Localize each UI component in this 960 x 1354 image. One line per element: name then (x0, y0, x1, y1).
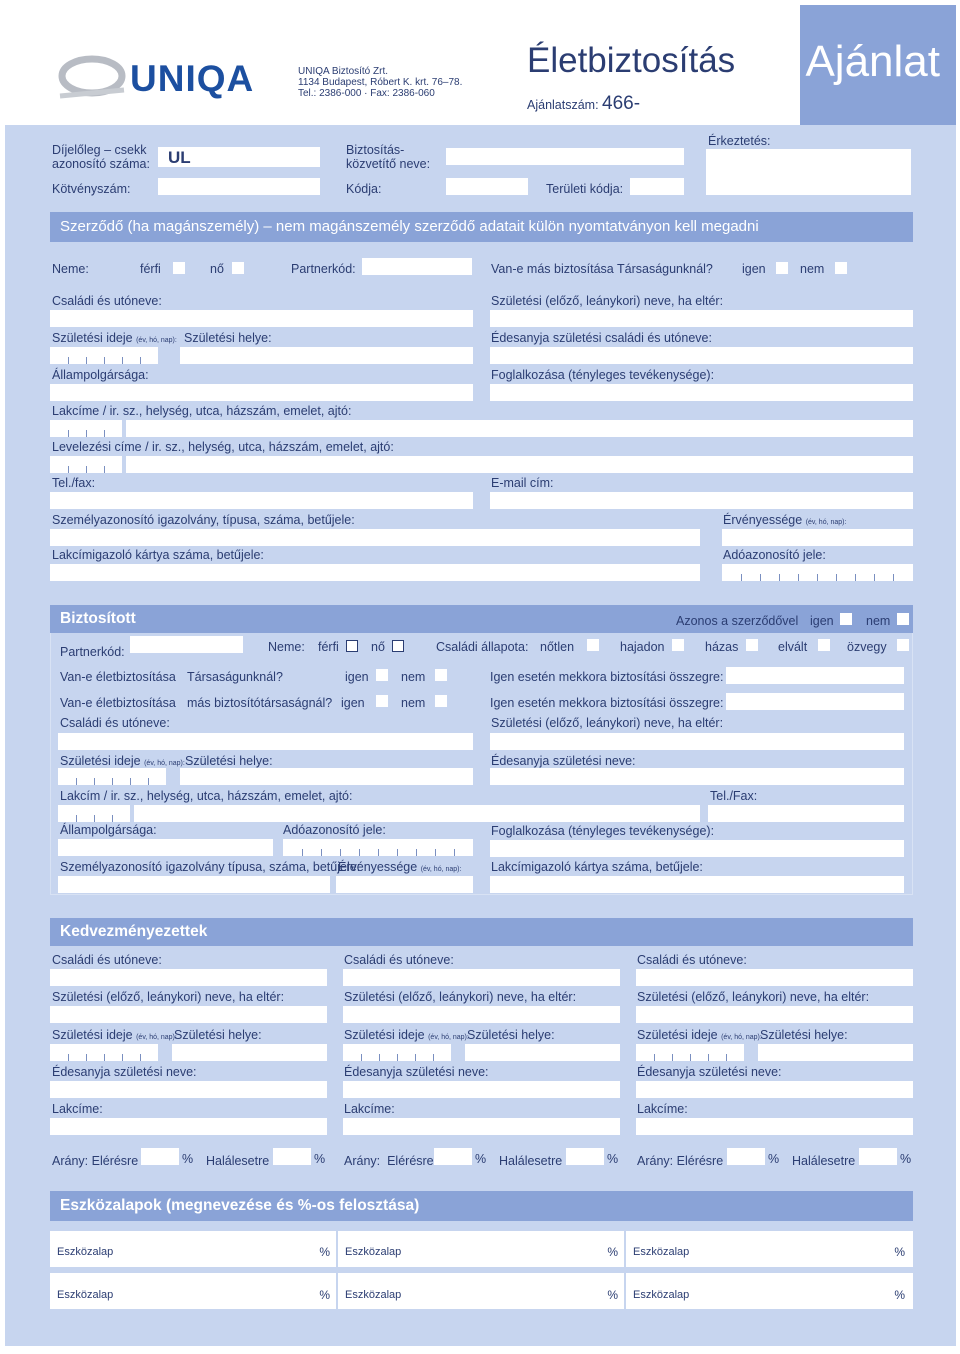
fund-name-label: Eszközalap (345, 1289, 402, 1301)
insured-address-label: Lakcím / ir. sz., helység, utca, házszám, emelet, ajtó: (60, 789, 353, 803)
female-checkbox[interactable] (232, 262, 244, 274)
ben1-address-label: Lakcíme: (52, 1102, 103, 1116)
insured-partner-field[interactable] (130, 636, 243, 653)
ben3-birth-date-label: Születési ideje (év, hó, nap): (637, 1028, 762, 1042)
offer-number: 466- (602, 93, 641, 114)
life-other-label: Van-e életbiztosítása (60, 696, 176, 710)
life-here-label: Van-e életbiztosítása (60, 670, 176, 684)
life-other-yes-checkbox[interactable] (376, 695, 388, 707)
insured-citizenship-field[interactable] (58, 839, 273, 856)
mother-name-field[interactable] (490, 347, 913, 364)
insured-female-label: nő (371, 640, 385, 654)
ben2-birth-place-label: Születési helye: (467, 1028, 555, 1042)
ben2-survival-percent: % (475, 1152, 487, 1166)
life-other-no-label: nem (401, 696, 426, 710)
birth-date-label: Születési ideje (év, hó, nap): (52, 331, 177, 345)
ben2-birth-date-label: Születési ideje (év, hó, nap): (344, 1028, 469, 1042)
name-label: Családi és utóneve: (52, 294, 162, 308)
birth-date-field[interactable] (50, 347, 158, 364)
offer-badge-text: Ajánlat (805, 37, 940, 86)
name-field[interactable] (50, 310, 473, 327)
insured-address-card-field[interactable] (490, 876, 904, 893)
fund-cell[interactable] (50, 1231, 336, 1267)
life-here-no-checkbox[interactable] (435, 669, 447, 681)
widowed-label: özvegy (847, 640, 887, 654)
premium-label: Díjelőleg – csekk (52, 143, 147, 157)
ben3-death-field[interactable] (859, 1148, 897, 1165)
beneficiaries-band: Kedvezményezettek (50, 918, 913, 946)
contractor-band: Szerződő (ha magánszemély) – nem magánszemély szerződő adatait külön nyomtatványon kell megadni (50, 212, 913, 242)
life-other-label-2: más biztosítótársaságnál? (187, 696, 333, 710)
company-address: 1134 Budapest, Róbert K. krt. 76–78. (298, 77, 463, 88)
insured-validity-label: Érvényessége (év, hó, nap): (338, 860, 462, 874)
brand-name: UNIQA (130, 58, 255, 99)
ben2-name-field[interactable] (343, 969, 620, 986)
divorced-label: elvált (778, 640, 808, 654)
logo (52, 52, 267, 104)
fund-name-label: Eszközalap (57, 1289, 114, 1301)
ben3-name-label: Családi és utóneve: (637, 953, 747, 967)
insured-tax-id-field[interactable] (283, 839, 473, 856)
ben3-survival-percent: % (768, 1152, 780, 1166)
fund-percent-label: % (607, 1245, 618, 1259)
ben1-birth-date-field[interactable] (50, 1044, 158, 1061)
validity-label: Érvényessége (év, hó, nap): (723, 513, 847, 527)
same-yes-label: igen (810, 614, 834, 628)
ben2-death-percent: % (607, 1152, 619, 1166)
insured-male-label: férfi (318, 640, 339, 654)
email-label: E-mail cím: (491, 476, 554, 490)
company-phone: Tel.: 2386-000 · Fax: 2386-060 (298, 88, 435, 99)
ben2-birth-date-field[interactable] (343, 1044, 451, 1061)
policy-label: Kötvényszám: (52, 182, 131, 196)
offer-label: Ajánlatszám: (527, 98, 599, 112)
ben2-birth-place-field[interactable] (465, 1044, 620, 1061)
insured-partner-label: Partnerkód: (60, 645, 125, 659)
email-field[interactable] (490, 492, 913, 509)
premium-id-field[interactable] (158, 147, 320, 167)
ben1-survival-field[interactable] (141, 1148, 179, 1165)
agent-name-field[interactable] (446, 148, 684, 165)
insured-id-card-field[interactable] (58, 876, 330, 893)
insured-occupation-field[interactable] (490, 840, 904, 857)
male-checkbox[interactable] (173, 262, 185, 274)
region-label: Területi kódja: (546, 182, 624, 196)
insured-female-checkbox[interactable] (392, 640, 404, 652)
fund-percent-label: % (894, 1288, 905, 1302)
life-other-sum-label: Igen esetén mekkora biztosítási összegre: (490, 696, 724, 710)
ben2-address-label: Lakcíme: (344, 1102, 395, 1116)
ben2-survival-field[interactable] (434, 1148, 472, 1165)
offer-badge (800, 5, 956, 125)
fund-percent-label: % (319, 1288, 330, 1302)
ben3-birth-name-label: Születési (előző, leánykori) neve, ha eltér: (637, 990, 870, 1004)
life-here-label-2: Társaságunknál? (187, 670, 283, 684)
address-card-field[interactable] (50, 564, 700, 581)
fund-percent-label: % (319, 1245, 330, 1259)
ben1-birth-place-field[interactable] (172, 1044, 327, 1061)
ben2-death-field[interactable] (566, 1148, 604, 1165)
ben2-mother-field[interactable] (343, 1081, 620, 1098)
tax-id-label: Adóazonosító jele: (723, 548, 826, 562)
ben1-birth-name-label: Születési (előző, leánykori) neve, ha eltér: (52, 990, 285, 1004)
citizenship-field[interactable] (50, 384, 473, 401)
same-no-label: nem (866, 614, 891, 628)
life-other-sum-field[interactable] (726, 693, 904, 710)
single-m-checkbox[interactable] (587, 639, 599, 651)
birth-name-label: Születési (előző, leánykori) neve, ha eltér: (491, 294, 724, 308)
insured-mother-field[interactable] (490, 768, 904, 785)
life-here-yes-checkbox[interactable] (376, 669, 388, 681)
life-here-yes-label: igen (345, 670, 369, 684)
insured-title: Biztosított (60, 610, 136, 627)
ben1-death-label: Halálesetre (206, 1154, 270, 1168)
fund-cell[interactable] (626, 1273, 913, 1309)
single-f-label: hajadon (620, 640, 665, 654)
single-m-label: nőtlen (540, 640, 575, 654)
phone-label: Tel./fax: (52, 476, 96, 490)
ben2-address-field[interactable] (343, 1118, 620, 1135)
insured-validity-field[interactable] (336, 876, 473, 893)
insured-birth-date-label: Születési ideje (év, hó, nap): (60, 754, 185, 768)
mother-name-label: Édesanyja születési családi és utóneve: (491, 331, 712, 345)
insured-occupation-label: Foglalkozása (tényleges tevékenysége): (491, 824, 715, 838)
birth-name-field[interactable] (490, 310, 913, 327)
funds-band: Eszközalapok (megnevezése és %-os felosztása) (50, 1191, 913, 1221)
life-here-sum-label: Igen esetén mekkora biztosítási összegre: (490, 670, 724, 684)
yes-checkbox[interactable] (776, 262, 788, 274)
ben3-mother-field[interactable] (636, 1081, 913, 1098)
ben2-birth-name-field[interactable] (343, 1006, 620, 1023)
insured-name-field[interactable] (58, 733, 473, 750)
ben1-mother-label: Édesanyja születési neve: (52, 1065, 197, 1079)
occupation-field[interactable] (490, 384, 913, 401)
ben1-name-field[interactable] (50, 969, 327, 986)
policy-field[interactable] (158, 178, 320, 195)
mail-address-label: Levelezési címe / ir. sz., helység, utca, házszám, emelet, ajtó: (52, 440, 394, 454)
code-field[interactable] (446, 178, 528, 195)
ben3-birth-name-field[interactable] (636, 1006, 913, 1023)
ben1-mother-field[interactable] (50, 1081, 327, 1098)
ben2-name-label: Családi és utóneve: (344, 953, 454, 967)
insured-birth-name-field[interactable] (490, 733, 904, 750)
ben1-birth-name-field[interactable] (50, 1006, 327, 1023)
married-checkbox[interactable] (746, 639, 758, 651)
ben3-birth-place-label: Születési helye: (760, 1028, 848, 1042)
partner-code-field[interactable] (362, 258, 472, 275)
occupation-label: Foglalkozása (tényleges tevékenysége): (491, 368, 715, 382)
fund-percent-label: % (607, 1288, 618, 1302)
id-card-label: Személyazonosító igazolvány, típusa, száma, betűjele: (52, 513, 355, 527)
life-here-no-label: nem (401, 670, 426, 684)
ben1-birth-date-label: Születési ideje (év, hó, nap): (52, 1028, 177, 1042)
mail-address-field[interactable] (126, 456, 913, 473)
arrival-label: Érkeztetés: (708, 134, 771, 148)
birth-place-field[interactable] (180, 347, 473, 364)
ben1-death-field[interactable] (273, 1148, 311, 1165)
insured-birth-place-field[interactable] (180, 768, 473, 785)
birth-place-label: Születési helye: (184, 331, 272, 345)
widowed-checkbox[interactable] (897, 639, 909, 651)
ben3-ratio-label: Arány: Elérésre (637, 1154, 724, 1168)
insured-male-checkbox[interactable] (346, 640, 358, 652)
fund-name-label: Eszközalap (57, 1246, 114, 1258)
fund-cell[interactable] (338, 1231, 624, 1267)
fund-percent-label: % (894, 1245, 905, 1259)
premium-id-value: UL (168, 148, 191, 167)
ben3-address-field[interactable] (636, 1118, 913, 1135)
uniqa-logo-icon (52, 52, 132, 104)
ben1-survival-percent: % (182, 1152, 194, 1166)
life-other-no-checkbox[interactable] (435, 695, 447, 707)
ben3-survival-field[interactable] (727, 1148, 765, 1165)
insured-phone-field[interactable] (708, 805, 904, 822)
citizenship-label: Állampolgársága: (52, 368, 149, 382)
tax-id-field[interactable] (722, 564, 913, 581)
insured-mother-label: Édesanyja születési neve: (491, 754, 636, 768)
insured-phone-label: Tel./Fax: (710, 789, 758, 803)
insured-address-field[interactable] (134, 805, 700, 822)
ben3-death-label: Halálesetre (792, 1154, 856, 1168)
ben3-birth-place-field[interactable] (758, 1044, 913, 1061)
ben1-death-percent: % (314, 1152, 326, 1166)
fund-name-label: Eszközalap (345, 1246, 402, 1258)
insured-birth-name-label: Születési (előző, leánykori) neve, ha eltér: (491, 716, 724, 730)
premium-label-2: azonosító száma: (52, 157, 150, 171)
agent-label: Biztosítás- (346, 143, 405, 157)
same-yes-checkbox[interactable] (840, 613, 852, 625)
fund-cell[interactable] (338, 1273, 624, 1309)
address-label: Lakcíme / ir. sz., helység, utca, házszám, emelet, ajtó: (52, 404, 352, 418)
ben3-name-field[interactable] (636, 969, 913, 986)
insured-id-card-label: Személyazonosító igazolvány típusa, száma, betűjele: (60, 860, 361, 874)
ben1-name-label: Családi és utóneve: (52, 953, 162, 967)
address-field[interactable] (126, 420, 913, 437)
male-label: férfi (140, 262, 161, 276)
yes-label: igen (742, 262, 766, 276)
region-field[interactable] (630, 178, 684, 195)
insured-citizenship-label: Állampolgársága: (60, 823, 157, 837)
marital-label: Családi állapota: (436, 640, 529, 654)
ben2-death-label: Halálesetre (499, 1154, 563, 1168)
insured-sex-label: Neme: (268, 640, 305, 654)
fund-name-label: Eszközalap (633, 1246, 690, 1258)
female-label: nő (210, 262, 224, 276)
fund-name-label: Eszközalap (633, 1289, 690, 1301)
company-name: UNIQA Biztosító Zrt. (298, 66, 389, 77)
address-card-label: Lakcímigazoló kártya száma, betűjele: (52, 548, 264, 562)
no-label: nem (800, 262, 825, 276)
insured-tax-id-label: Adóazonosító jele: (283, 823, 386, 837)
fund-cell[interactable] (50, 1273, 336, 1309)
ben3-mother-label: Édesanyja születési neve: (637, 1065, 782, 1079)
married-label: házas (705, 640, 739, 654)
same-no-checkbox[interactable] (897, 613, 909, 625)
ben1-ratio-label: Arány: Elérésre (52, 1154, 139, 1168)
sex-label: Neme: (52, 262, 89, 276)
agent-label-2: közvetítő neve: (346, 157, 431, 171)
ben2-mother-label: Édesanyja születési neve: (344, 1065, 489, 1079)
ben1-address-field[interactable] (50, 1118, 327, 1135)
insured-birth-date-field[interactable] (58, 768, 166, 785)
partner-code-label: Partnerkód: (291, 262, 356, 276)
validity-field[interactable] (722, 529, 913, 546)
insured-birth-place-label: Születési helye: (185, 754, 273, 768)
arrival-field[interactable] (706, 149, 911, 195)
page-title: Életbiztosítás (527, 41, 736, 80)
ben2-ratio-label: Arány: Elérésre (344, 1154, 434, 1168)
ben1-birth-place-label: Születési helye: (174, 1028, 262, 1042)
funds-table (50, 1231, 913, 1309)
address-zip-field[interactable] (50, 420, 122, 437)
ben3-death-percent: % (900, 1152, 912, 1166)
single-f-checkbox[interactable] (672, 639, 684, 651)
life-here-sum-field[interactable] (726, 667, 904, 684)
ben3-address-label: Lakcíme: (637, 1102, 688, 1116)
mail-zip-field[interactable] (50, 456, 122, 473)
same-as-label: Azonos a szerződővel (676, 614, 799, 628)
divorced-checkbox[interactable] (818, 639, 830, 651)
insured-name-label: Családi és utóneve: (60, 716, 170, 730)
phone-field[interactable] (50, 492, 473, 509)
code-label: Kódja: (346, 182, 382, 196)
id-card-field[interactable] (50, 529, 700, 546)
life-other-yes-label: igen (341, 696, 365, 710)
no-checkbox[interactable] (835, 262, 847, 274)
insured-zip-field[interactable] (58, 805, 130, 822)
other-insurance-label: Van-e más biztosítása Társaságunknál? (491, 262, 713, 276)
ben3-birth-date-field[interactable] (636, 1044, 744, 1061)
fund-cell[interactable] (626, 1231, 913, 1267)
ben2-birth-name-label: Születési (előző, leánykori) neve, ha eltér: (344, 990, 577, 1004)
insured-address-card-label: Lakcímigazoló kártya száma, betűjele: (491, 860, 703, 874)
